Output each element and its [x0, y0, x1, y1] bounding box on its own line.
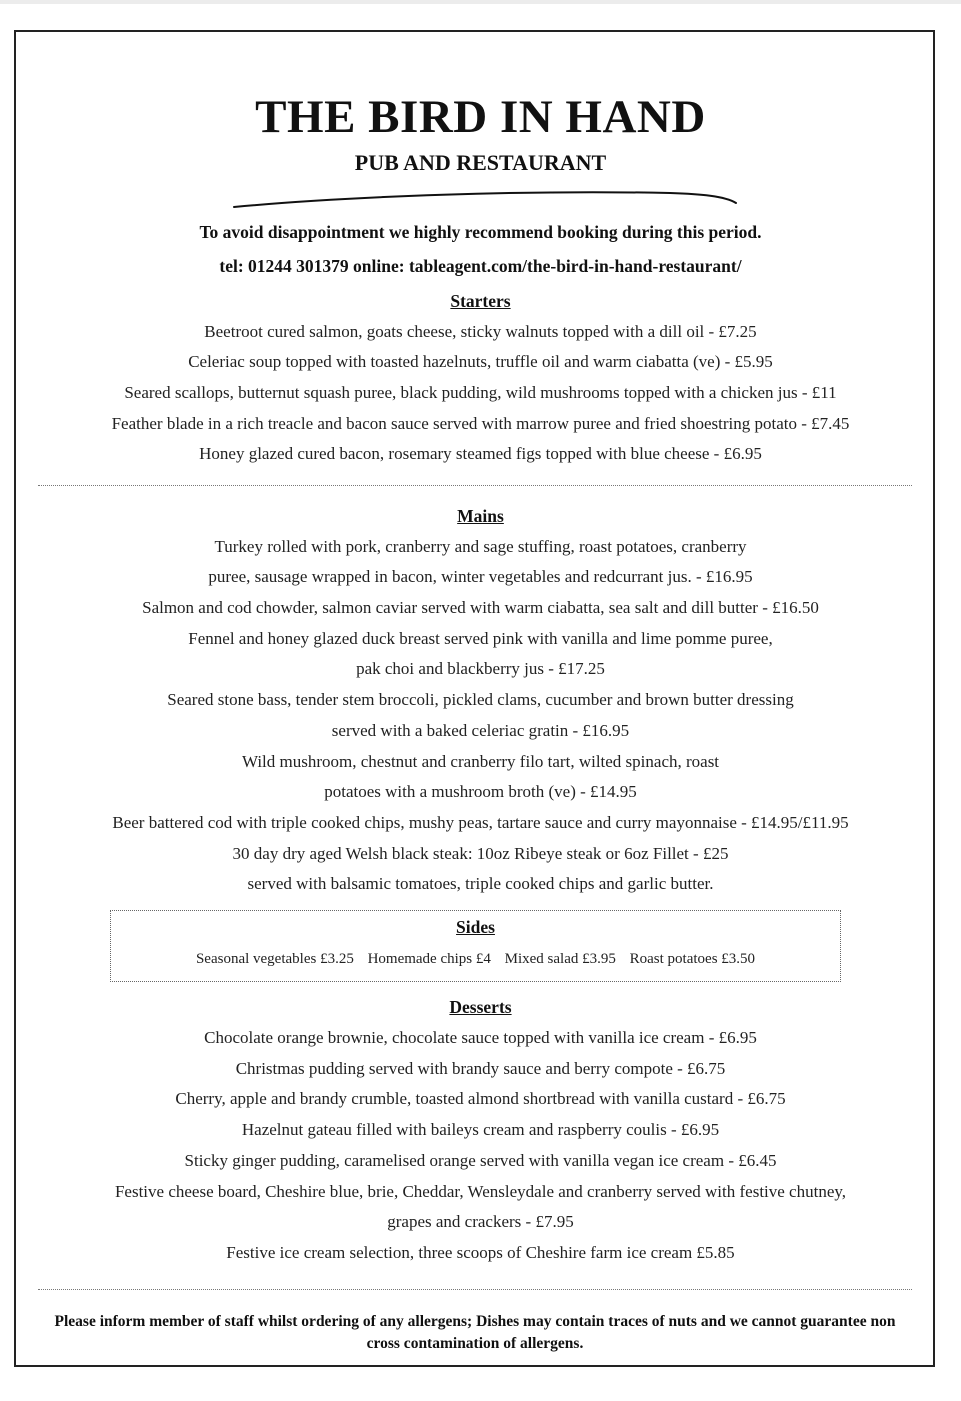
main-item: pak choi and blackberry jus - £17.25	[356, 659, 605, 678]
dessert-item: grapes and crackers - £7.95	[387, 1212, 574, 1231]
main-item: Salmon and cod chowder, salmon caviar served with warm ciabatta, sea salt and dill butter - £16.50	[142, 598, 819, 617]
sides-heading: Sides	[456, 917, 495, 937]
starter-item: Seared scallops, butternut squash puree, black pudding, wild mushrooms topped with a chicken jus - £11	[124, 383, 837, 402]
booking-notice: To avoid disappointment we highly recommend booking during this period.	[199, 222, 762, 242]
starter-item: Celeriac soup topped with toasted hazelnuts, truffle oil and warm ciabatta (ve) - £5.95	[188, 352, 773, 371]
dessert-item: Sticky ginger pudding, caramelised orange served with vanilla vegan ice cream - £6.45	[184, 1151, 777, 1170]
dessert-item: Cherry, apple and brandy crumble, toasted almond shortbread with vanilla custard - £6.75	[175, 1089, 786, 1108]
sides-box	[110, 910, 841, 982]
main-item: served with balsamic tomatoes, triple cooked chips and garlic butter.	[247, 874, 714, 893]
main-item: Fennel and honey glazed duck breast served pink with vanilla and lime pomme puree,	[188, 629, 773, 648]
main-item: served with a baked celeriac gratin - £16.95	[331, 721, 630, 740]
dessert-item: Hazelnut gateau filled with baileys cream and raspberry coulis - £6.95	[241, 1120, 720, 1139]
mains-heading: Mains	[457, 506, 504, 526]
top-strip	[0, 0, 961, 4]
allergen-notice-line: Please inform member of staff whilst ordering of any allergens; Dishes may contain traces of nuts and we cannot guarantee non	[54, 1313, 896, 1330]
starter-item: Feather blade in a rich treacle and bacon sauce served with marrow puree and fried shoestring potato - £7.45	[111, 414, 850, 433]
allergen-notice-line: cross contamination of allergens.	[366, 1335, 584, 1352]
starters-heading: Starters	[450, 291, 511, 311]
side-item: Homemade chips £4	[367, 951, 491, 967]
starter-item: Beetroot cured salmon, goats cheese, sticky walnuts topped with a dill oil - £7.25	[204, 322, 757, 341]
side-item: Roast potatoes £3.50	[629, 951, 756, 967]
main-item: potatoes with a mushroom broth (ve) - £14.95	[324, 782, 637, 801]
section-divider	[38, 485, 912, 486]
main-item: puree, sausage wrapped in bacon, winter vegetables and redcurrant jus. - £16.95	[208, 567, 753, 586]
desserts-heading: Desserts	[449, 997, 512, 1017]
contact-info: tel: 01244 301379 online: tableagent.com/the-bird-in-hand-restaurant/	[219, 256, 742, 276]
dessert-item: Chocolate orange brownie, chocolate sauce topped with vanilla ice cream - £6.95	[204, 1028, 757, 1047]
restaurant-title: THE BIRD IN HAND	[255, 91, 706, 143]
main-item: 30 day dry aged Welsh black steak: 10oz Ribeye steak or 6oz Fillet - £25	[232, 844, 729, 863]
decorative-swash	[230, 186, 740, 212]
main-item: Beer battered cod with triple cooked chips, mushy peas, tartare sauce and curry mayonnaise - £14.95/£11.95	[112, 813, 849, 832]
allergen-notice	[22, 1311, 928, 1355]
main-item: Wild mushroom, chestnut and cranberry filo tart, wilted spinach, roast	[241, 752, 720, 771]
starter-item: Honey glazed cured bacon, rosemary steamed figs topped with blue cheese - £6.95	[199, 444, 762, 463]
section-divider	[38, 1289, 912, 1290]
side-item: Seasonal vegetables £3.25	[195, 951, 354, 967]
restaurant-subtitle: PUB AND RESTAURANT	[354, 150, 607, 175]
sides-list	[111, 951, 840, 968]
dessert-item: Christmas pudding served with brandy sauce and berry compote - £6.75	[235, 1059, 726, 1078]
main-item: Seared stone bass, tender stem broccoli, pickled clams, cucumber and brown butter dressing	[167, 690, 794, 709]
main-item: Turkey rolled with pork, cranberry and sage stuffing, roast potatoes, cranberry	[214, 537, 747, 556]
dessert-item: Festive cheese board, Cheshire blue, brie, Cheddar, Wensleydale and cranberry served with festive chutney,	[114, 1182, 847, 1201]
dessert-item: Festive ice cream selection, three scoops of Cheshire farm ice cream £5.85	[226, 1243, 735, 1262]
side-item: Mixed salad £3.95	[504, 951, 616, 967]
